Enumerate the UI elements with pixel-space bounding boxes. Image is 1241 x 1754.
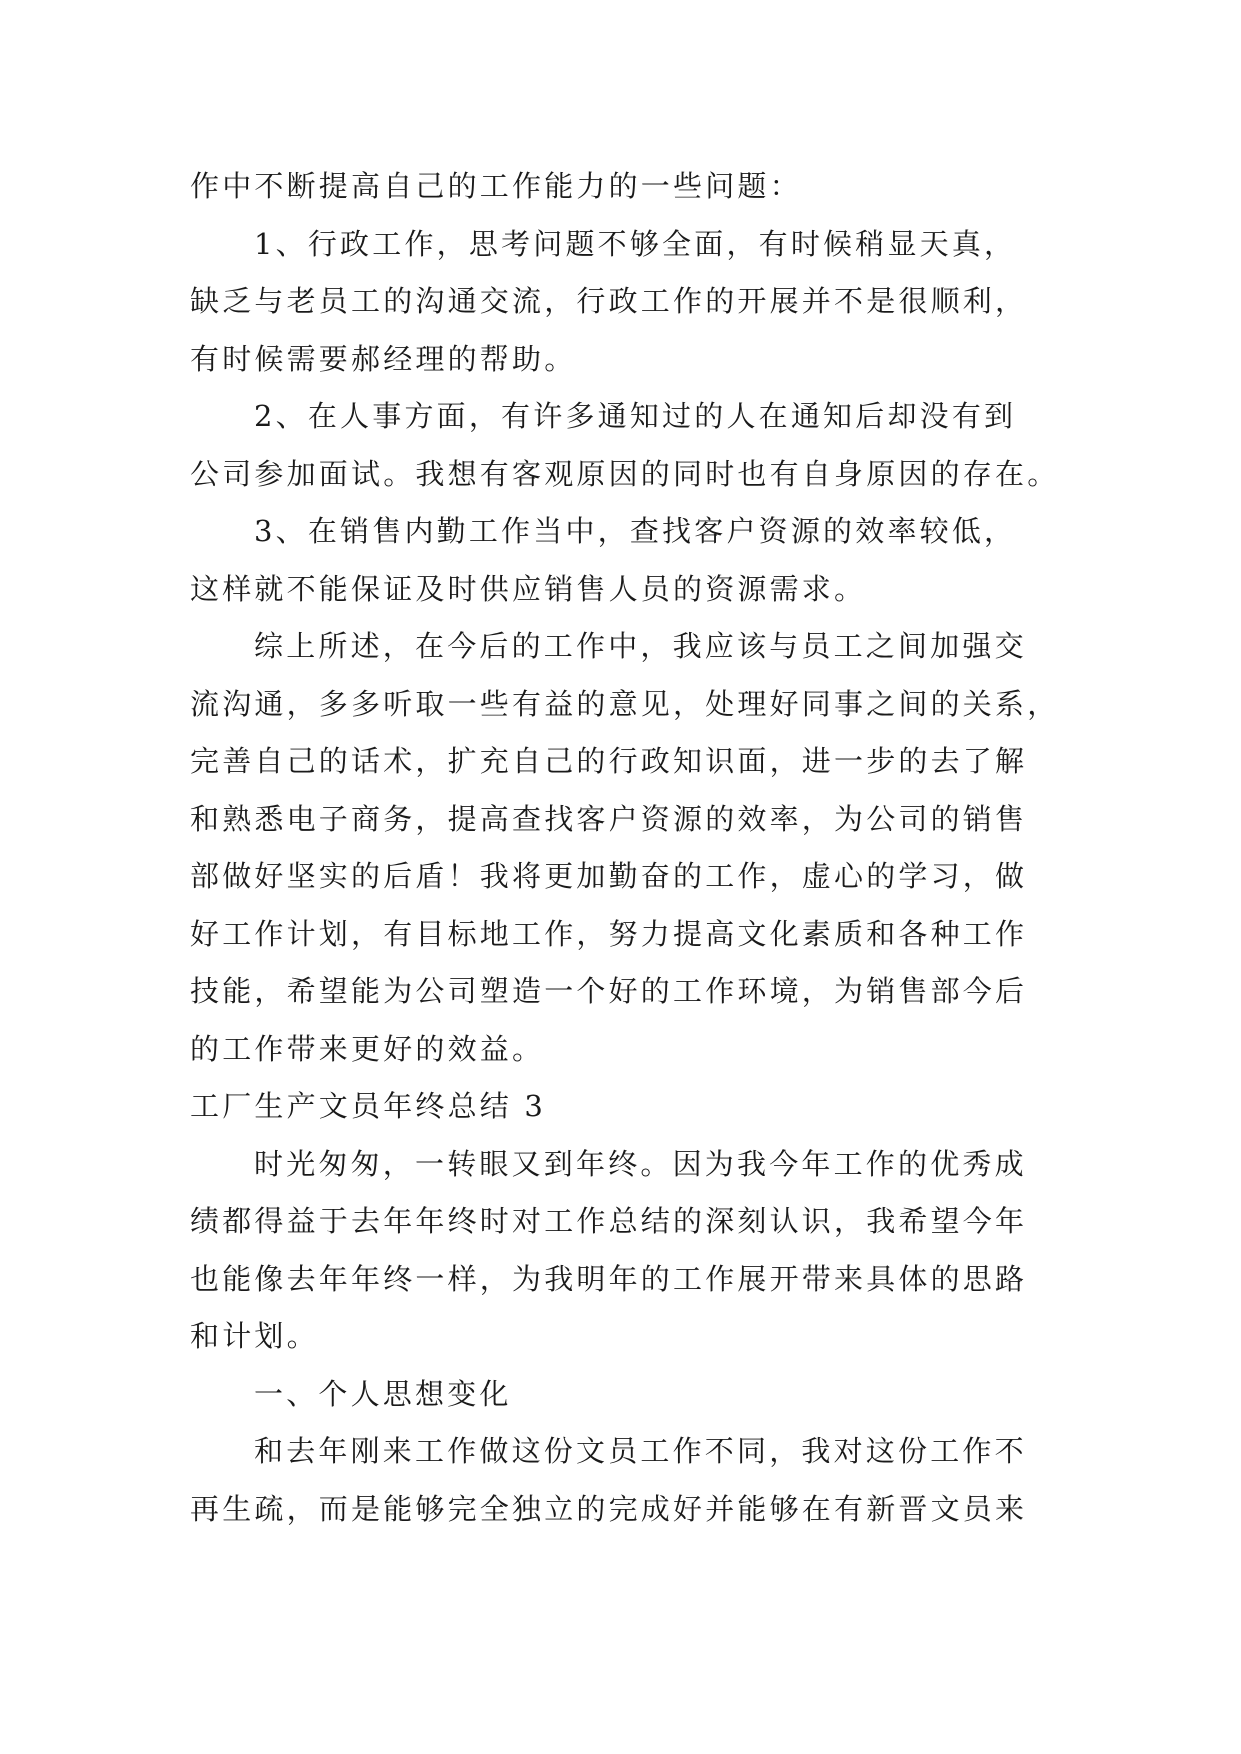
text-line: 2、在人事方面，有许多通知过的人在通知后却没有到 (254, 399, 1017, 433)
text-line: 3、在销售内勤工作当中，查找客户资源的效率较低， (254, 514, 1017, 548)
text-line: 缺乏与老员工的沟通交流，行政工作的开展并不是很顺利， (190, 284, 1028, 318)
text-line: 和熟悉电子商务，提高查找客户资源的效率，为公司的销售 (190, 801, 1028, 836)
text-line: 这样就不能保证及时供应销售人员的资源需求。 (190, 571, 867, 606)
text-line: 有时候需要郝经理的帮助。 (190, 341, 577, 376)
text-line: 部做好坚实的后盾！我将更加勤奋的工作，虚心的学习，做 (190, 859, 1028, 893)
document-body (190, 158, 1070, 1538)
text-line: 时光匆匆，一转眼又到年终。因为我今年工作的优秀成 (254, 1146, 1027, 1181)
text-line: 完善自己的话术，扩充自己的行政知识面，进一步的去了解 (190, 744, 1028, 778)
text-line: 作中不断提高自己的工作能力的一些问题： (190, 169, 802, 203)
text-line: 和去年刚来工作做这份文员工作不同，我对这份工作不 (254, 1434, 1027, 1468)
text-line: 流沟通，多多听取一些有益的意见，处理好同事之间的关系， (190, 686, 1060, 721)
text-line: 好工作计划，有目标地工作，努力提高文化素质和各种工作 (190, 916, 1028, 951)
text-line: 再生疏，而是能够完全独立的完成好并能够在有新晋文员来 (190, 1491, 1028, 1526)
text-line: 综上所述，在今后的工作中，我应该与员工之间加强交 (254, 629, 1027, 663)
text-line: 和计划。 (190, 1319, 319, 1353)
text-line: 公司参加面试。我想有客观原因的同时也有自身原因的存在。 (190, 456, 1060, 491)
text-line: 也能像去年年终一样，为我明年的工作展开带来具体的思路 (190, 1261, 1028, 1296)
text-line: 绩都得益于去年年终时对工作总结的深刻认识，我希望今年 (190, 1204, 1028, 1238)
text-line: 1、行政工作，思考问题不够全面，有时候稍显天真， (254, 226, 1017, 261)
text-line: 一、个人思想变化 (254, 1376, 512, 1411)
text-line: 技能，希望能为公司塑造一个好的工作环境，为销售部今后 (190, 974, 1028, 1008)
text-line: 工厂生产文员年终总结 3 (190, 1089, 547, 1123)
text-line: 的工作带来更好的效益。 (190, 1031, 545, 1066)
